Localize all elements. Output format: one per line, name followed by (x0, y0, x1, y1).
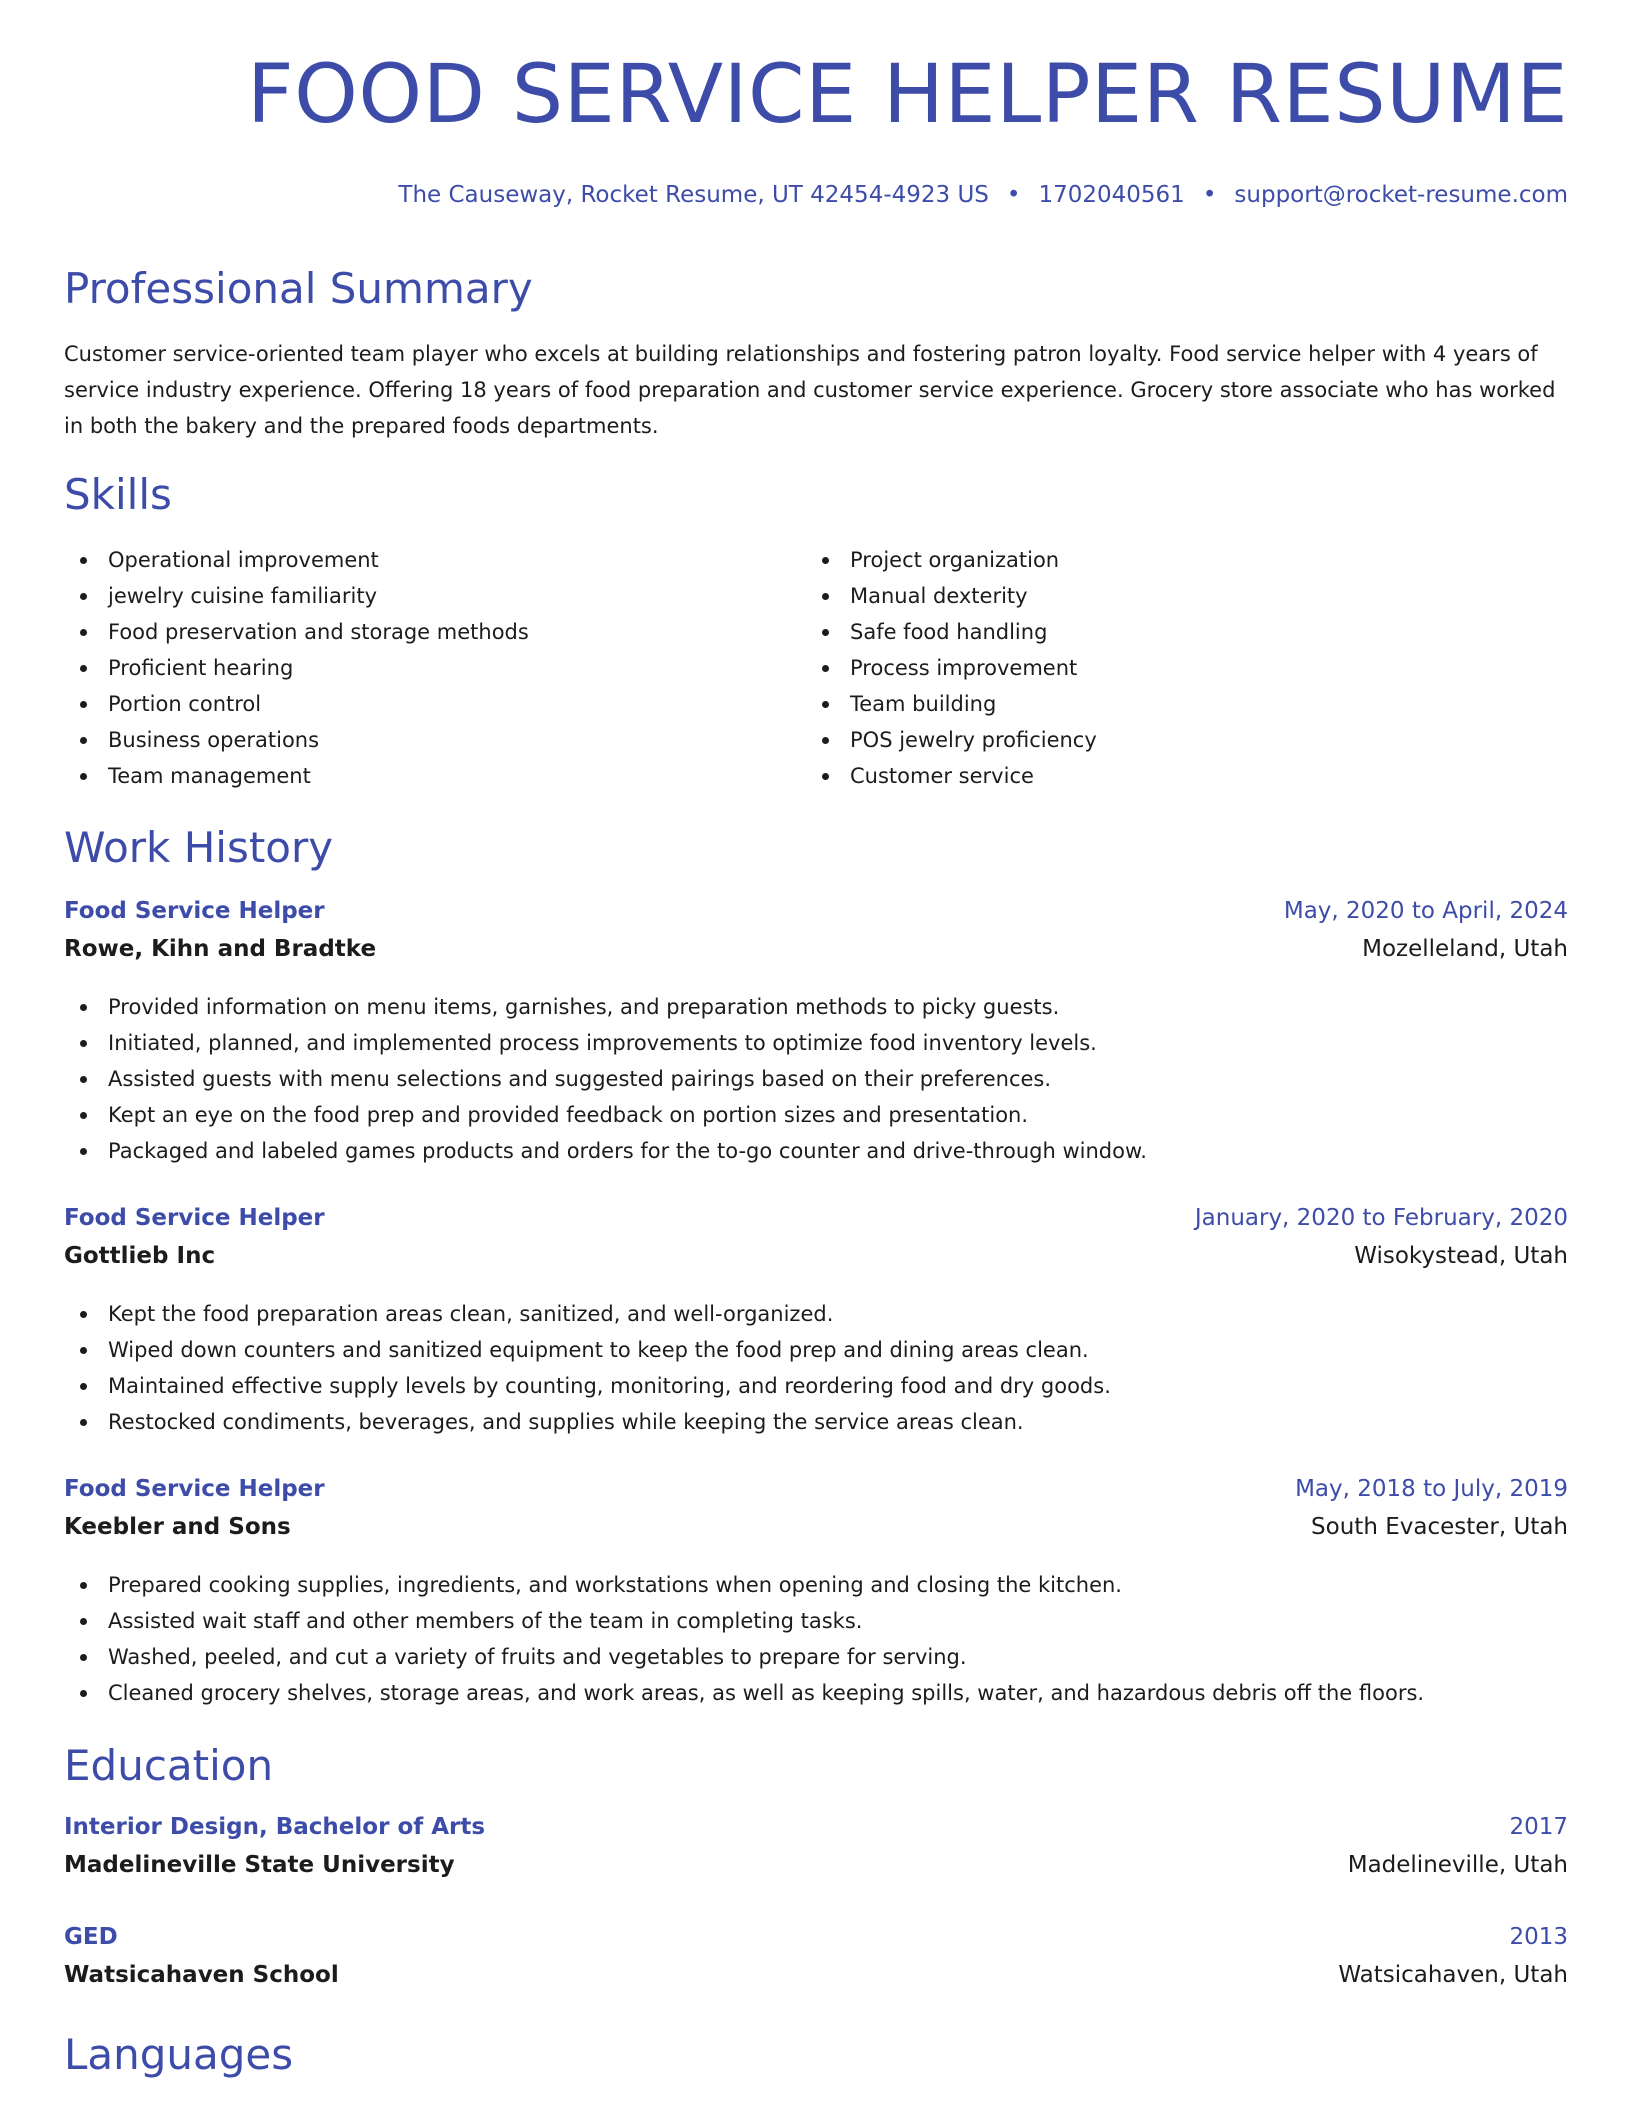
job-company: Rowe, Kihn and Bradtke (64, 936, 377, 962)
skill-item: Proficient hearing (64, 650, 529, 686)
job-location: Mozelleland, Utah (1362, 936, 1568, 962)
skill-item: Process improvement (806, 650, 1097, 686)
education-degree: GED (64, 1924, 118, 1950)
job-bullet: Washed, peeled, and cut a variety of fruits and vegetables to prepare for serving. (64, 1639, 1568, 1675)
job-bullet: Maintained effective supply levels by counting, monitoring, and reordering food and dry goods. (64, 1368, 1568, 1404)
job-bullet: Cleaned grocery shelves, storage areas, and work areas, as well as keeping spills, water, and hazardous debris off the floors. (64, 1675, 1568, 1711)
job-bullet: Packaged and labeled games products and orders for the to-go counter and drive-through window. (64, 1133, 1568, 1169)
job-bullet: Kept an eye on the food prep and provided feedback on portion sizes and presentation. (64, 1097, 1568, 1133)
education-location: Madelineville, Utah (1347, 1852, 1568, 1878)
contact-email[interactable]: support@rocket-resume.com (1234, 182, 1568, 208)
job-entry (64, 898, 1568, 1169)
skill-item: POS jewelry proficiency (806, 722, 1097, 758)
summary-heading: Professional Summary (64, 264, 533, 313)
job-entry (64, 1476, 1568, 1711)
job-title: Food Service Helper (64, 898, 325, 924)
education-location: Watsicahaven, Utah (1338, 1962, 1568, 1988)
contact-separator: • (1006, 182, 1021, 208)
contact-line (398, 182, 1568, 208)
contact-separator: • (1202, 182, 1217, 208)
contact-phone: 1702040561 (1038, 182, 1185, 208)
skill-item: Food preservation and storage methods (64, 614, 529, 650)
education-entry (64, 1814, 1568, 1890)
skill-item: Operational improvement (64, 542, 529, 578)
work-history-heading: Work History (64, 823, 334, 872)
education-degree: Interior Design, Bachelor of Arts (64, 1814, 486, 1840)
job-bullet: Prepared cooking supplies, ingredients, and workstations when opening and closing the kitchen. (64, 1567, 1568, 1603)
skill-item: Team building (806, 686, 1097, 722)
skill-item: Team management (64, 758, 529, 794)
skill-item: Project organization (806, 542, 1097, 578)
job-dates: January, 2020 to February, 2020 (1194, 1205, 1568, 1231)
job-title: Food Service Helper (64, 1205, 325, 1231)
job-bullet: Wiped down counters and sanitized equipment to keep the food prep and dining areas clean. (64, 1332, 1568, 1368)
education-year: 2013 (1509, 1924, 1568, 1950)
skills-column-left (64, 542, 529, 794)
job-dates: May, 2020 to April, 2024 (1283, 898, 1568, 924)
education-year: 2017 (1509, 1814, 1568, 1840)
skill-item: Business operations (64, 722, 529, 758)
job-bullet: Assisted wait staff and other members of the team in completing tasks. (64, 1603, 1568, 1639)
job-location: Wisokystead, Utah (1354, 1243, 1568, 1269)
contact-address: The Causeway, Rocket Resume, UT 42454-4923 US (398, 182, 989, 208)
education-school: Madelineville State University (64, 1852, 455, 1878)
job-company: Gottlieb Inc (64, 1243, 216, 1269)
education-heading: Education (64, 1741, 274, 1790)
education-school: Watsicahaven School (64, 1962, 339, 1988)
skill-item: Portion control (64, 686, 529, 722)
skills-column-right (806, 542, 1097, 794)
job-bullet: Initiated, planned, and implemented process improvements to optimize food inventory levels. (64, 1025, 1568, 1061)
job-bullet: Kept the food preparation areas clean, sanitized, and well-organized. (64, 1296, 1568, 1332)
job-bullet: Provided information on menu items, garnishes, and preparation methods to picky guests. (64, 989, 1568, 1025)
job-company: Keebler and Sons (64, 1514, 291, 1540)
job-bullet: Assisted guests with menu selections and suggested pairings based on their preferences. (64, 1061, 1568, 1097)
job-entry (64, 1205, 1568, 1440)
resume-title: FOOD SERVICE HELPER RESUME (247, 48, 1568, 142)
job-location: South Evacester, Utah (1311, 1514, 1568, 1540)
job-dates: May, 2018 to July, 2019 (1295, 1476, 1568, 1502)
job-title: Food Service Helper (64, 1476, 325, 1502)
job-bullet: Restocked condiments, beverages, and supplies while keeping the service areas clean. (64, 1404, 1568, 1440)
summary-text: Customer service-oriented team player who excels at building relationships and fostering patron loyalty. Food service helper with 4 years of service industry experience. Offering 18 years of food preparation and customer service experience. Grocery store associate who has worked in both the bakery and the prepared foods departments. (64, 342, 1556, 438)
languages-heading: Languages (64, 2030, 294, 2079)
skill-item: Manual dexterity (806, 578, 1097, 614)
skill-item: Customer service (806, 758, 1097, 794)
skills-heading: Skills (64, 470, 172, 519)
skill-item: jewelry cuisine familiarity (64, 578, 529, 614)
education-entry (64, 1924, 1568, 2000)
skill-item: Safe food handling (806, 614, 1097, 650)
